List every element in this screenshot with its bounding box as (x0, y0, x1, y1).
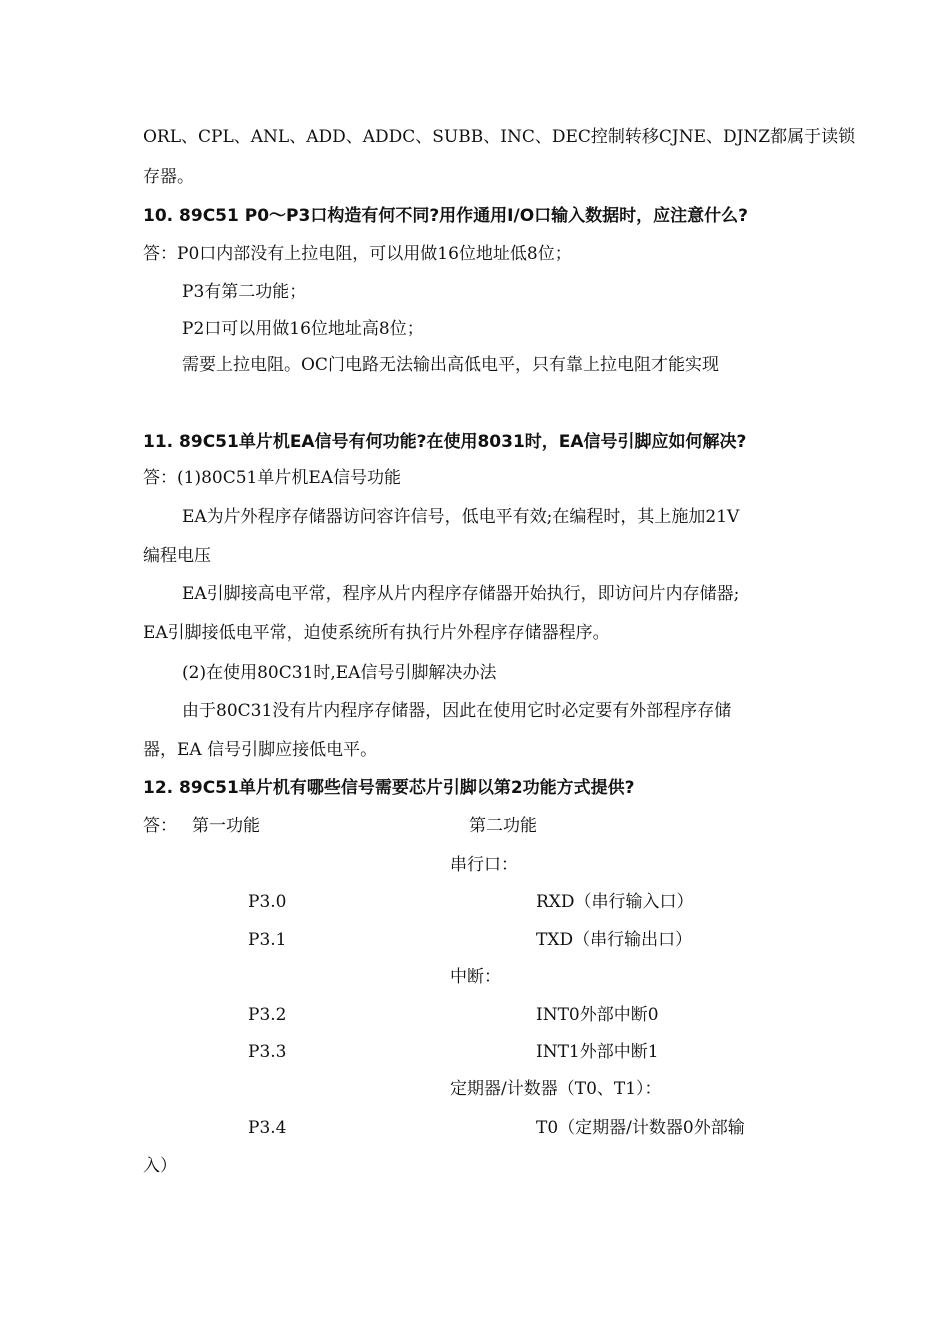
answer-11-line-6: (2)在使用80C31时,EA信号引脚解决办法 (182, 663, 497, 683)
pin-function: T0（定期器/计数器0外部输 (536, 1118, 745, 1138)
group-title-interrupt: 中断： (450, 967, 501, 987)
pin-function: TXD（串行输出口） (536, 930, 693, 950)
question-11: 11. 89C51单片机EA信号有何功能?在使用8031时，EA信号引脚应如何解决? (143, 432, 747, 452)
answer-10-line-3: P2口可以用做16位地址高8位； (182, 319, 424, 339)
pin-function: INT1外部中断1 (536, 1042, 659, 1062)
answer-10-line-4: 需要上拉电阻。OC门电路无法输出高低电平，只有靠上拉电阻才能实现 (182, 355, 719, 375)
intro-line-2: 存器。 (143, 167, 194, 187)
answer-11-line-8: 器，EA 信号引脚应接低电平。 (143, 740, 378, 760)
col1-header: 第一功能 (192, 816, 260, 836)
question-12: 12. 89C51单片机有哪些信号需要芯片引脚以第2功能方式提供? (143, 778, 635, 798)
answer-12-tail: 入） (143, 1156, 177, 1176)
answer-11-line-4: EA引脚接高电平常，程序从片内程序存储器开始执行，即访问片内存储器; (182, 584, 740, 604)
answer-11-line-3: 编程电压 (143, 546, 211, 566)
answer-12-prefix: 答： (143, 816, 177, 836)
answer-10-line-2: P3有第二功能； (182, 282, 307, 302)
pin-label: P3.2 (248, 1005, 287, 1025)
answer-11-line-1: 答：(1)80C51单片机EA信号功能 (143, 468, 402, 488)
pin-function: INT0外部中断0 (536, 1005, 659, 1025)
pin-label: P3.0 (248, 892, 287, 912)
answer-11-line-2: EA为片外程序存储器访问容许信号，低电平有效;在编程时，其上施加21V (182, 507, 740, 527)
pin-label: P3.4 (248, 1118, 287, 1138)
answer-10-line-1: 答：P0口内部没有上拉电阻，可以用做16位地址低8位； (143, 244, 572, 264)
pin-function: RXD（串行输入口） (536, 892, 694, 912)
answer-11-line-7: 由于80C31没有片内程序存储器，因此在使用它时必定要有外部程序存储 (182, 701, 732, 721)
pin-label: P3.3 (248, 1042, 287, 1062)
group-title-timer: 定期器/计数器（T0、T1）： (450, 1079, 662, 1099)
answer-11-line-5: EA引脚接低电平常，迫使系统所有执行片外程序存储器程序。 (143, 623, 610, 643)
intro-line-1: ORL、CPL、ANL、ADD、ADDC、SUBB、INC、DEC控制转移CJNE、DJNZ都属于读锁 (143, 127, 856, 147)
col2-header: 第二功能 (469, 816, 537, 836)
pin-label: P3.1 (248, 930, 287, 950)
question-10: 10. 89C51 P0～P3口构造有何不同?用作通用I/O口输入数据时，应注意什么? (143, 206, 749, 226)
group-title-serial: 串行口： (450, 855, 518, 875)
